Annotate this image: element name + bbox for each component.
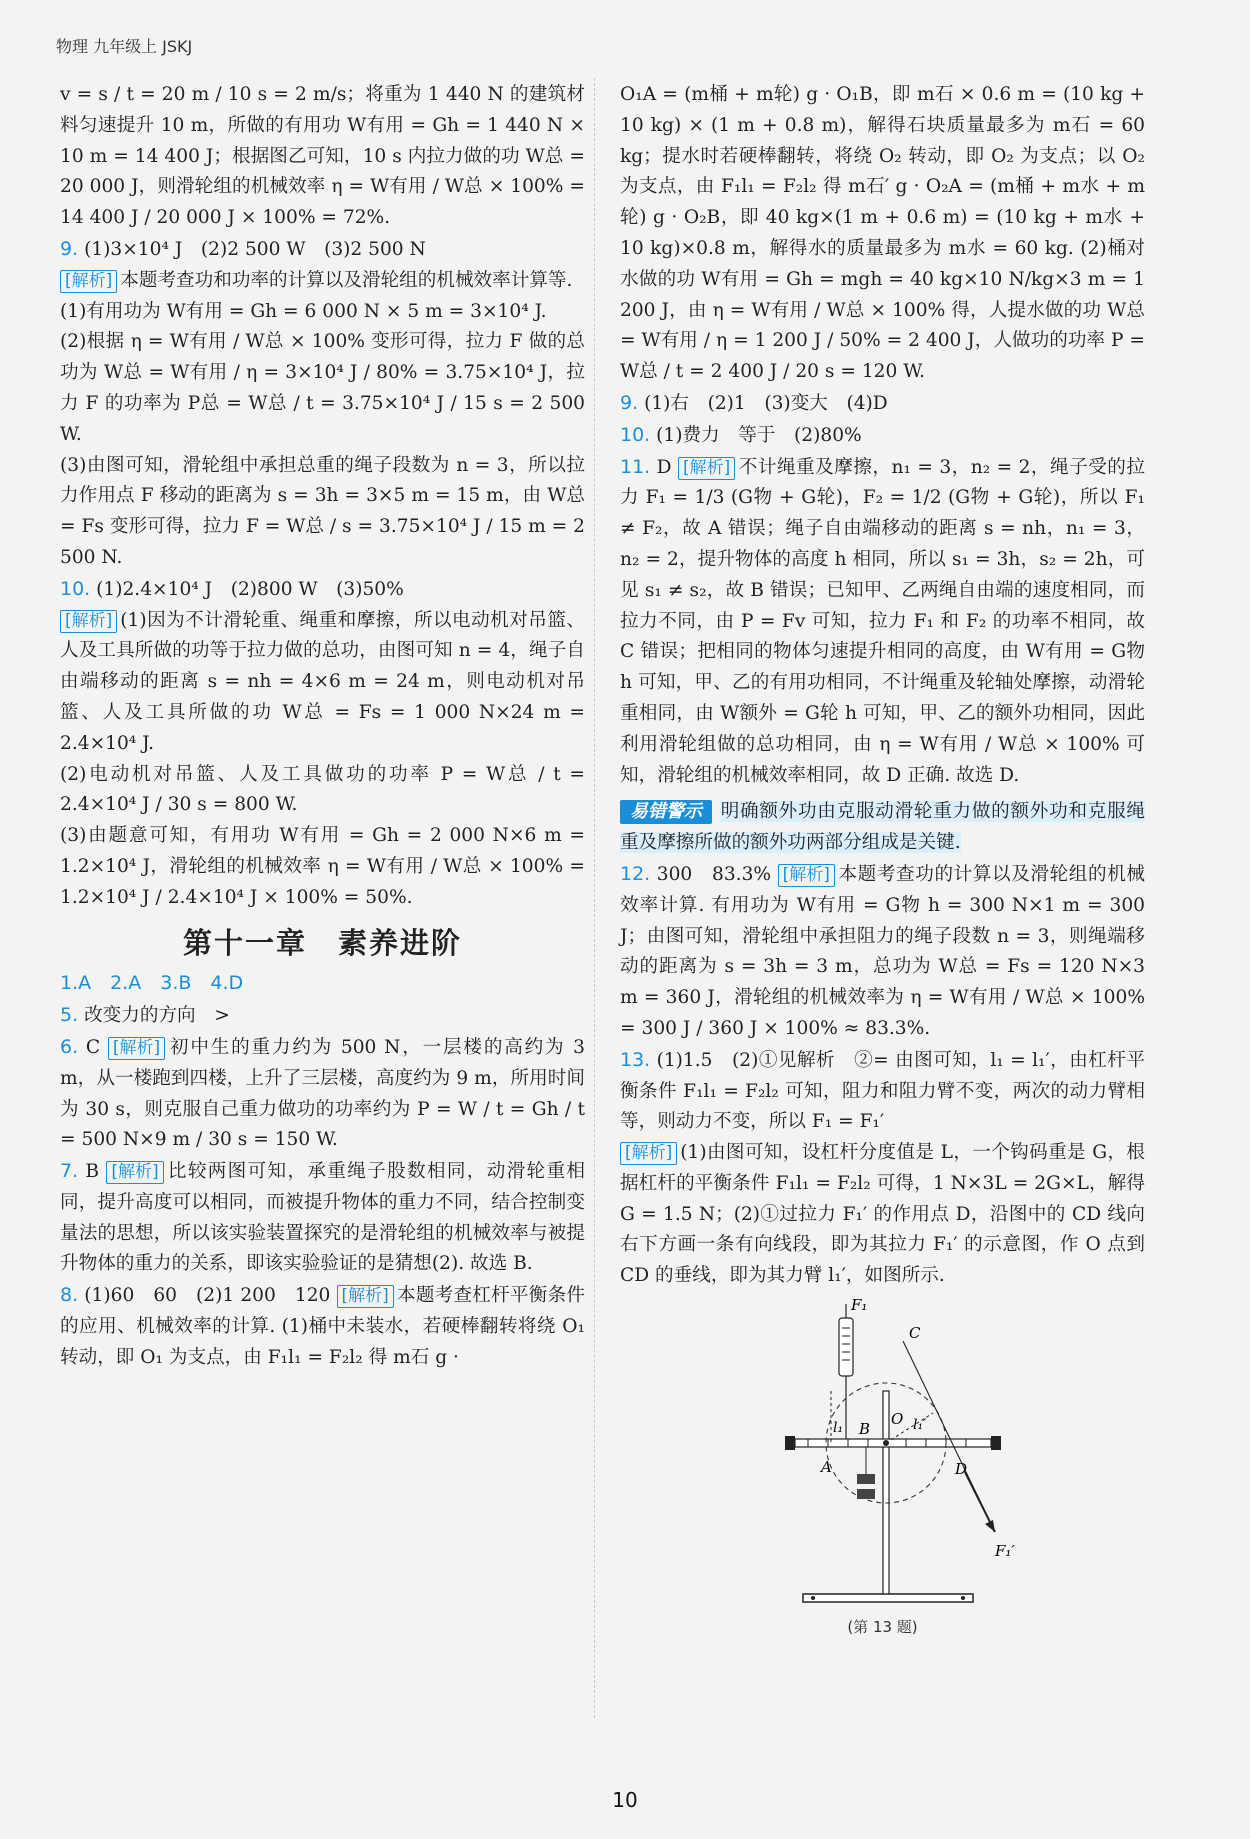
answer-text: (1)2.4×10⁴ J (2)800 W (3)50% bbox=[96, 578, 404, 600]
analysis-q9-step3: (3)由图可知，滑轮组中承担总重的绳子段数为 n = 3，所以拉力作用点 F 移动的距离为 s = 3h = 3×5 m = 15 m，由 W总 = Fs 变形可得，拉力 F = W总 / s = 3.75×10⁴ J / 15 m = 2 500 N. bbox=[60, 454, 585, 568]
analysis-q10 bbox=[60, 606, 585, 760]
answers-q1-4 bbox=[60, 968, 585, 1000]
answer-text: 改变力的方向 > bbox=[84, 1005, 230, 1027]
answer-q9 bbox=[620, 388, 1145, 420]
question-number: 10. bbox=[620, 423, 651, 446]
running-header: 物理 九年级上 JSKJ bbox=[56, 37, 193, 56]
question-number: 11. bbox=[620, 455, 651, 478]
answer-q10 bbox=[60, 574, 585, 606]
analysis-text: 本题考查杠杆平衡条件的应用、机械效率的计算. (1)桶中未装水，若硬棒翻转将绕 O₁ 转动，即 O₁ 为支点，由 F₁l₁ = F₂l₂ 得 m石 g · bbox=[60, 1285, 585, 1368]
hook-weight bbox=[857, 1489, 875, 1499]
common-mistake-tip bbox=[620, 797, 1145, 859]
lever-bar bbox=[795, 1439, 991, 1447]
force-arrowhead bbox=[985, 1520, 995, 1532]
chapter-title: 第十一章 素养进阶 bbox=[182, 925, 462, 960]
analysis-q13 bbox=[620, 1138, 1145, 1292]
answers-row: 1.A 2.A 3.B 4.D bbox=[60, 972, 244, 995]
label-O: O bbox=[890, 1410, 903, 1429]
question-number: 9. bbox=[60, 237, 79, 260]
label-F1: F₁ bbox=[850, 1296, 867, 1315]
question-number: 9. bbox=[620, 391, 639, 414]
label-C: C bbox=[908, 1324, 920, 1343]
left-column bbox=[60, 80, 585, 1374]
question-number: 7. bbox=[60, 1160, 79, 1183]
page-number: 10 bbox=[612, 1788, 638, 1812]
common-mistake-text: 明确额外功由克服动滑轮重力做的额外功和克服绳重及摩擦所做的额外功两部分组成是关键. bbox=[620, 801, 1145, 854]
lever-figure bbox=[733, 1296, 1033, 1616]
question-number: 8. bbox=[60, 1284, 79, 1307]
question-number: 13. bbox=[620, 1048, 651, 1071]
right-column bbox=[620, 80, 1145, 1643]
column-divider bbox=[594, 78, 595, 1718]
answer-text: (1)右 (2)1 (3)变大 (4)D bbox=[644, 392, 888, 414]
left-continued-paragraph: v = s / t = 20 m / 10 s = 2 m/s；将重为 1 440 N 的建筑材料匀速提升 10 m，所做的有用功 W有用 = Gh = 1 440 N × 10 m = 14 400 J；根据图乙可知，10 s 内拉力做的功 W总 = 20 000 J，则滑轮组的机械效率 η = W有用 / W总 × 100% = 14 400 J / 20 000 J × 100% = 72%. bbox=[60, 84, 585, 229]
answer-q10 bbox=[620, 420, 1145, 452]
question-number: 5. bbox=[60, 1004, 79, 1027]
figure-caption: (第 13 题) bbox=[847, 1618, 918, 1637]
analysis-badge: [解析] bbox=[108, 1037, 165, 1060]
balance-nut-left bbox=[785, 1436, 795, 1450]
stand-pole bbox=[883, 1391, 889, 1594]
answer-q6 bbox=[60, 1032, 585, 1156]
answer-q12 bbox=[620, 859, 1145, 1045]
spring-scale bbox=[839, 1318, 853, 1376]
answer-text: (1)1.5 (2)①见解析 ②= 由图可知，l₁ = l₁′，由杠杆平衡条件 F₁l₁ = F₂l₂ 可知，阻力和阻力臂不变，两次的动力臂相等，则动力不变，所以 F₁ = F₁′ bbox=[620, 1049, 1145, 1133]
answer-text: C bbox=[85, 1036, 101, 1058]
stand-foot-left bbox=[811, 1596, 815, 1600]
answer-q11 bbox=[620, 452, 1145, 792]
analysis-badge: [解析] bbox=[337, 1285, 394, 1308]
answer-text: 300 83.3% bbox=[656, 863, 772, 885]
label-l1: l₁ bbox=[832, 1420, 843, 1437]
answer-text: D bbox=[656, 456, 672, 478]
analysis-text: 比较两图可知，承重绳子股数相同，动滑轮重相同，提升高度可以相同，而被提升物体的重力不同，结合控制变量法的思想，所以该实验装置探究的是滑轮组的机械效率与被提升物体的重力的关系，即该实验验证的是猜想(2). 故选 B. bbox=[60, 1161, 585, 1275]
analysis-text: 本题考查功的计算以及滑轮组的机械效率计算. 有用功为 W有用 = G物 h = 300 N×1 m = 300 J；由图可知，滑轮组中承担阻力的绳子段数 n = 3，则绳端移动的距离为 s = 3h = 3 m，总功为 W总 = Fs = 120 N×3 m = 360 J，滑轮组的机械效率为 η = W有用 / W总 × 100% = 300 J / 360 J × 100% ≈ 83.3%. bbox=[620, 863, 1145, 1039]
analysis-text: 初中生的重力约为 500 N，一层楼的高约为 3 m，从一楼跑到四楼，上升了三层楼，高度约为 9 m，所用时间为 30 s，则克服自己重力做功的功率约为 P = W / t = Gh / t = 500 N×9 m / 30 s = 150 W. bbox=[60, 1036, 585, 1151]
answer-q9 bbox=[60, 234, 585, 266]
right-continued-paragraph: O₁A = (m桶 + m轮) g · O₁B，即 m石 × 0.6 m = (10 kg + 10 kg) × (1 m + 0.8 m)，解得石块质量最多为 m石 = 60 kg；提水时若硬棒翻转，将绕 O₂ 转动，即 O₂ 为支点；以 O₂ 为支点，由 F₁l₁ = F₂l₂ 得 m石′ g · O₂A = (m桶 + m水 + m轮) g · O₂B，即 40 kg×(1 m + 0.6 m) = (10 kg + m水 + 10 kg)×0.8 m，解得水的质量最多为 m水 = 60 kg. (2)桶对水做的功 W有用 = Gh = mgh = 40 kg×10 N/kg×3 m = 1 200 J，由 η = W有用 / W总 × 100% 得，人提水做的功 W总 = W有用 / η = 1 200 J / 50% = 2 400 J，人做功的功率 P = W总 / t = 2 400 J / 20 s = 120 W. bbox=[620, 84, 1145, 383]
stand-base bbox=[803, 1594, 973, 1602]
answer-text: (1)费力 等于 (2)80% bbox=[656, 424, 862, 446]
label-A: A bbox=[820, 1458, 832, 1477]
analysis-q10-step3: (3)由题意可知，有用功 W有用 = Gh = 2 000 N×6 m = 1.2×10⁴ J，滑轮组的机械效率 η = W有用 / W总 × 100% = 1.2×10⁴ J / 2.4×10⁴ J × 100% = 50%. bbox=[60, 825, 585, 908]
analysis-badge: [解析] bbox=[106, 1161, 163, 1184]
analysis-badge: [解析] bbox=[778, 864, 835, 887]
analysis-badge: [解析] bbox=[60, 270, 117, 293]
analysis-badge: [解析] bbox=[678, 457, 735, 480]
analysis-badge: [解析] bbox=[620, 1142, 677, 1165]
analysis-q9-step2: (2)根据 η = W有用 / W总 × 100% 变形可得，拉力 F 做的总功为 W总 = W有用 / η = 3×10⁴ J / 80% = 3.75×10⁴ J，拉力 F 的功率为 P总 = W总 / t = 3.75×10⁴ J / 15 s = 2 500 W. bbox=[60, 331, 585, 445]
question-number: 6. bbox=[60, 1035, 79, 1058]
question-number: 12. bbox=[620, 862, 651, 885]
label-B: B bbox=[858, 1420, 870, 1439]
analysis-q9-step1: (1)有用功为 W有用 = Gh = 6 000 N × 5 m = 3×10⁴ J. bbox=[60, 300, 547, 322]
answer-q8 bbox=[60, 1280, 585, 1373]
analysis-badge: [解析] bbox=[60, 610, 117, 633]
balance-nut-right bbox=[991, 1436, 1001, 1450]
analysis-text: (1)因为不计滑轮重、绳重和摩擦，所以电动机对吊篮、人及工具所做的功等于拉力做的总功，由图可知 n = 4，绳子自由端移动的距离 s = nh = 4×6 m = 24 m，则电动机对吊篮、人及工具所做的功 W总 = Fs = 1 000 N×24 m = 2.4×10⁴ J. bbox=[60, 609, 585, 754]
label-F1-prime: F₁′ bbox=[994, 1542, 1015, 1561]
analysis-text: 本题考查功和功率的计算以及滑轮组的机械效率计算等. bbox=[120, 269, 573, 291]
label-D: D bbox=[954, 1460, 967, 1479]
hook-weight bbox=[857, 1474, 875, 1484]
label-l1-prime: l₁′ bbox=[912, 1417, 926, 1434]
analysis-q10-step2: (2)电动机对吊篮、人及工具做功的功率 P = W总 / t = 2.4×10⁴ J / 30 s = 800 W. bbox=[60, 763, 585, 816]
analysis-text: 不计绳重及摩擦，n₁ = 3，n₂ = 2，绳子受的拉力 F₁ = 1/3 (G物 + G轮)，F₂ = 1/2 (G物 + G轮)，所以 F₁ ≠ F₂，故 A 错误；绳子自由端移动的距离 s = nh，n₁ = 3，n₂ = 2，提升物体的高度 h 相同，所以 s₁ = 3h，s₂ = 2h，可见 s₁ ≠ s₂，故 B 错误；已知甲、乙两绳自由端的速度相同，而拉力不同，由 P = Fv 可知，拉力 F₁ 和 F₂ 的功率不相同，故 C 错误；把相同的物体匀速提升相同的高度，由 W有用 = G物 h 可知，甲、乙的有用功相同，不计绳重及轮轴处摩擦，动滑轮重相同，由 W额外 = G轮 h 可知，甲、乙的额外功相同，因此利用滑轮组做的总功相同，由 η = W有用 / W总 × 100% 可知，滑轮组的机械效率相同，故 D 正确. 故选 D. bbox=[620, 456, 1145, 786]
answer-text: (1)3×10⁴ J (2)2 500 W (3)2 500 N bbox=[84, 238, 426, 260]
answer-q5 bbox=[60, 1000, 585, 1032]
answer-text: B bbox=[85, 1161, 100, 1183]
answer-q7 bbox=[60, 1156, 585, 1280]
lever-diagram bbox=[733, 1296, 1033, 1616]
analysis-q9 bbox=[60, 266, 585, 297]
answer-q13 bbox=[620, 1045, 1145, 1138]
common-mistake-badge: 易错警示 bbox=[620, 800, 712, 824]
question-number: 10. bbox=[60, 577, 91, 600]
answer-text: (1)60 60 (2)1 200 120 bbox=[84, 1285, 331, 1307]
analysis-text: (1)由图可知，设杠杆分度值是 L，一个钩码重是 G，根据杠杆的平衡条件 F₁l₁ = F₂l₂ 可得，1 N×3L = 2G×L，解得 G = 1.5 N；(2)①过拉力 F₁′ 的作用点 D，沿图中的 CD 线向右下方画一条有向线段，即为其拉力 F₁′ 的示意图，作 O 点到 CD 的垂线，即为其力臂 l₁′，如图所示. bbox=[620, 1142, 1145, 1287]
stand-foot-right bbox=[961, 1596, 965, 1600]
